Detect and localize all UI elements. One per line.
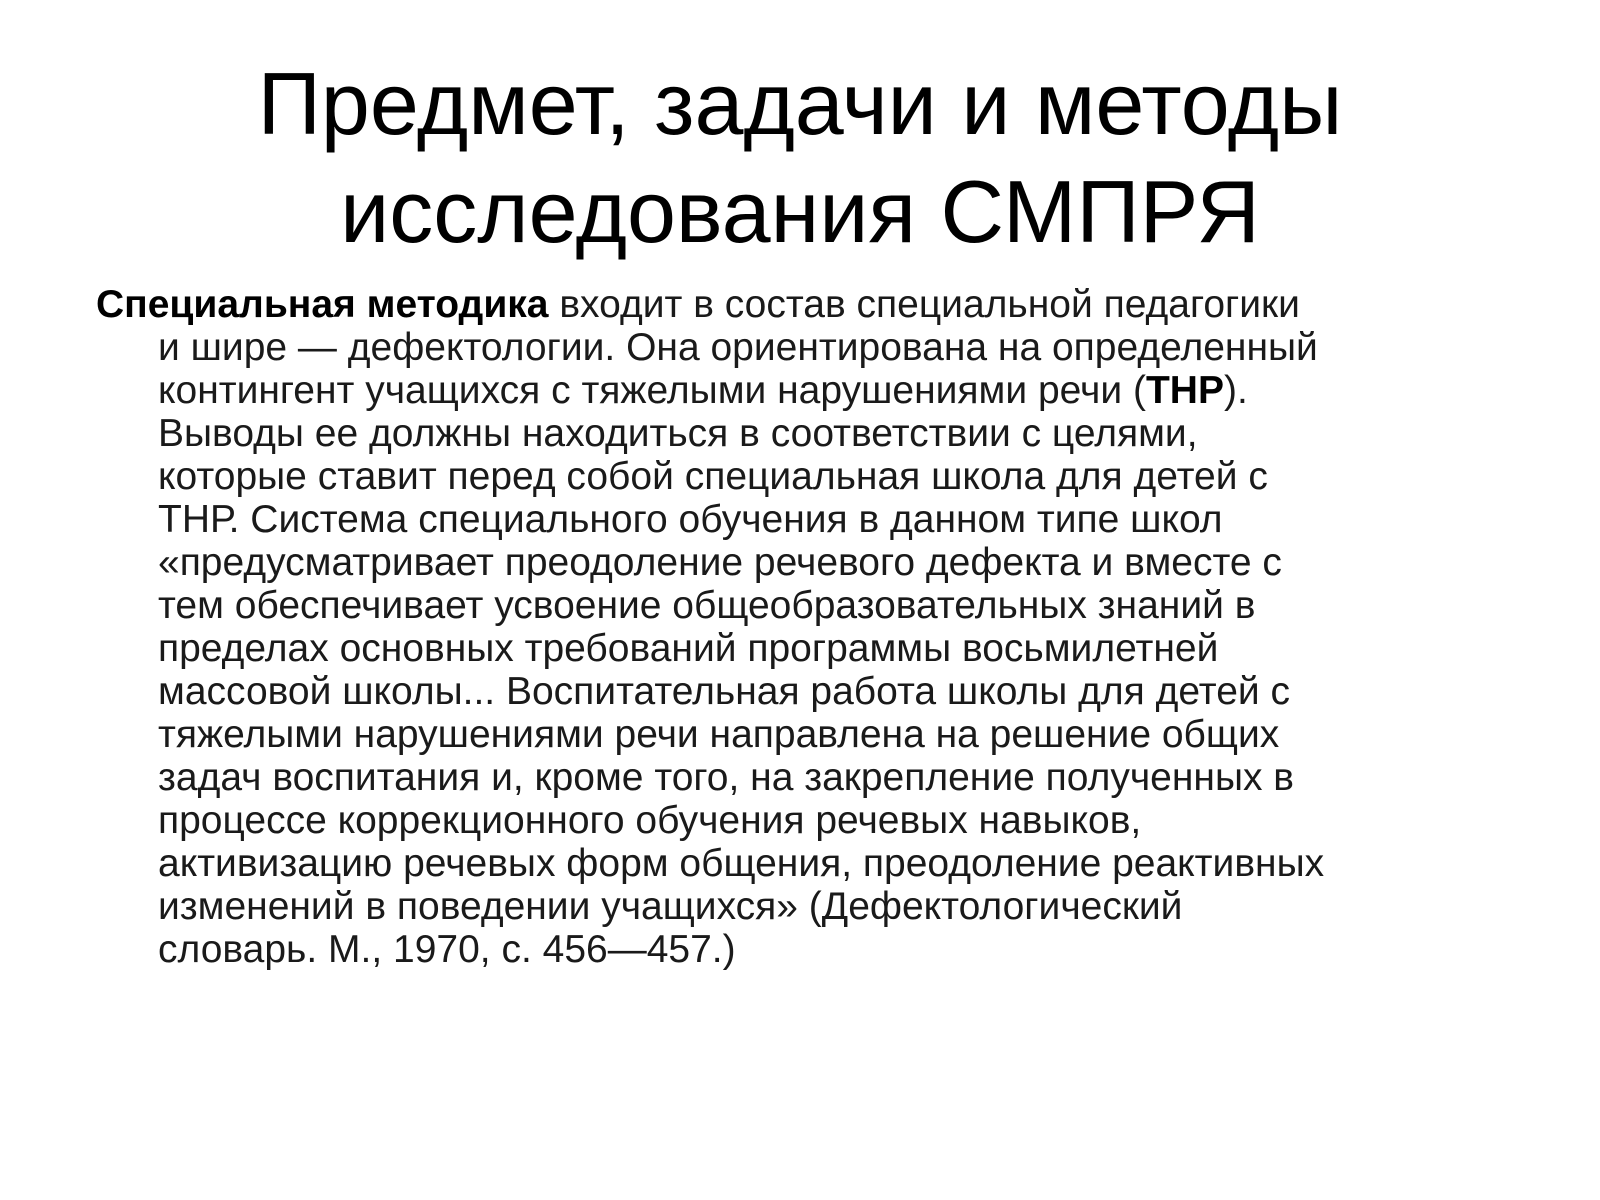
slide-title [80,50,1520,266]
body-line [96,369,1536,412]
body-line: процессе коррекционного обучения речевых навыков, [158,799,1142,842]
body-line: которые ставит перед собой специальная школа для детей с [158,455,1268,498]
body-line: и шире — дефектологии. Она ориентирована на определенный [158,326,1318,369]
term-highlight: Специальная методика [96,283,549,326]
body-line: активизацию речевых форм общения, преодоление реактивных [158,842,1325,885]
abbreviation-highlight: ТНР [1145,369,1224,412]
body-line: «предусматривает преодоление речевого дефекта и вместе с [158,541,1282,584]
body-line: тяжелыми нарушениями речи направлена на решение общих [158,713,1280,756]
body-line: словарь. М., 1970, с. 456—457.) [158,928,736,971]
body-line: задач воспитания и, кроме того, на закрепление полученных в [158,756,1295,799]
body-text-fragment: ). [1223,369,1248,412]
body-line: пределах основных требований программы восьмилетней [158,627,1219,670]
body-line: ТНР. Система специального обучения в данном типе школ [158,498,1223,541]
slide-body-text [96,283,1536,971]
slide-title-line: исследования СМПРЯ [340,162,1260,261]
body-line: тем обеспечивает усвоение общеобразовательных знаний в [158,584,1256,627]
body-line [96,283,1536,326]
body-line: Выводы ее должны находиться в соответствии с целями, [158,412,1198,455]
body-text-fragment: контингент учащихся с тяжелыми нарушениями речи ( [158,369,1146,412]
slide-title-line: Предмет, задачи и методы [257,54,1343,153]
body-text-fragment: входит в состав специальной педагогики [548,283,1300,326]
body-line: изменений в поведении учащихся» (Дефектологический [158,885,1183,928]
body-line: массовой школы... Воспитательная работа школы для детей с [158,670,1291,713]
